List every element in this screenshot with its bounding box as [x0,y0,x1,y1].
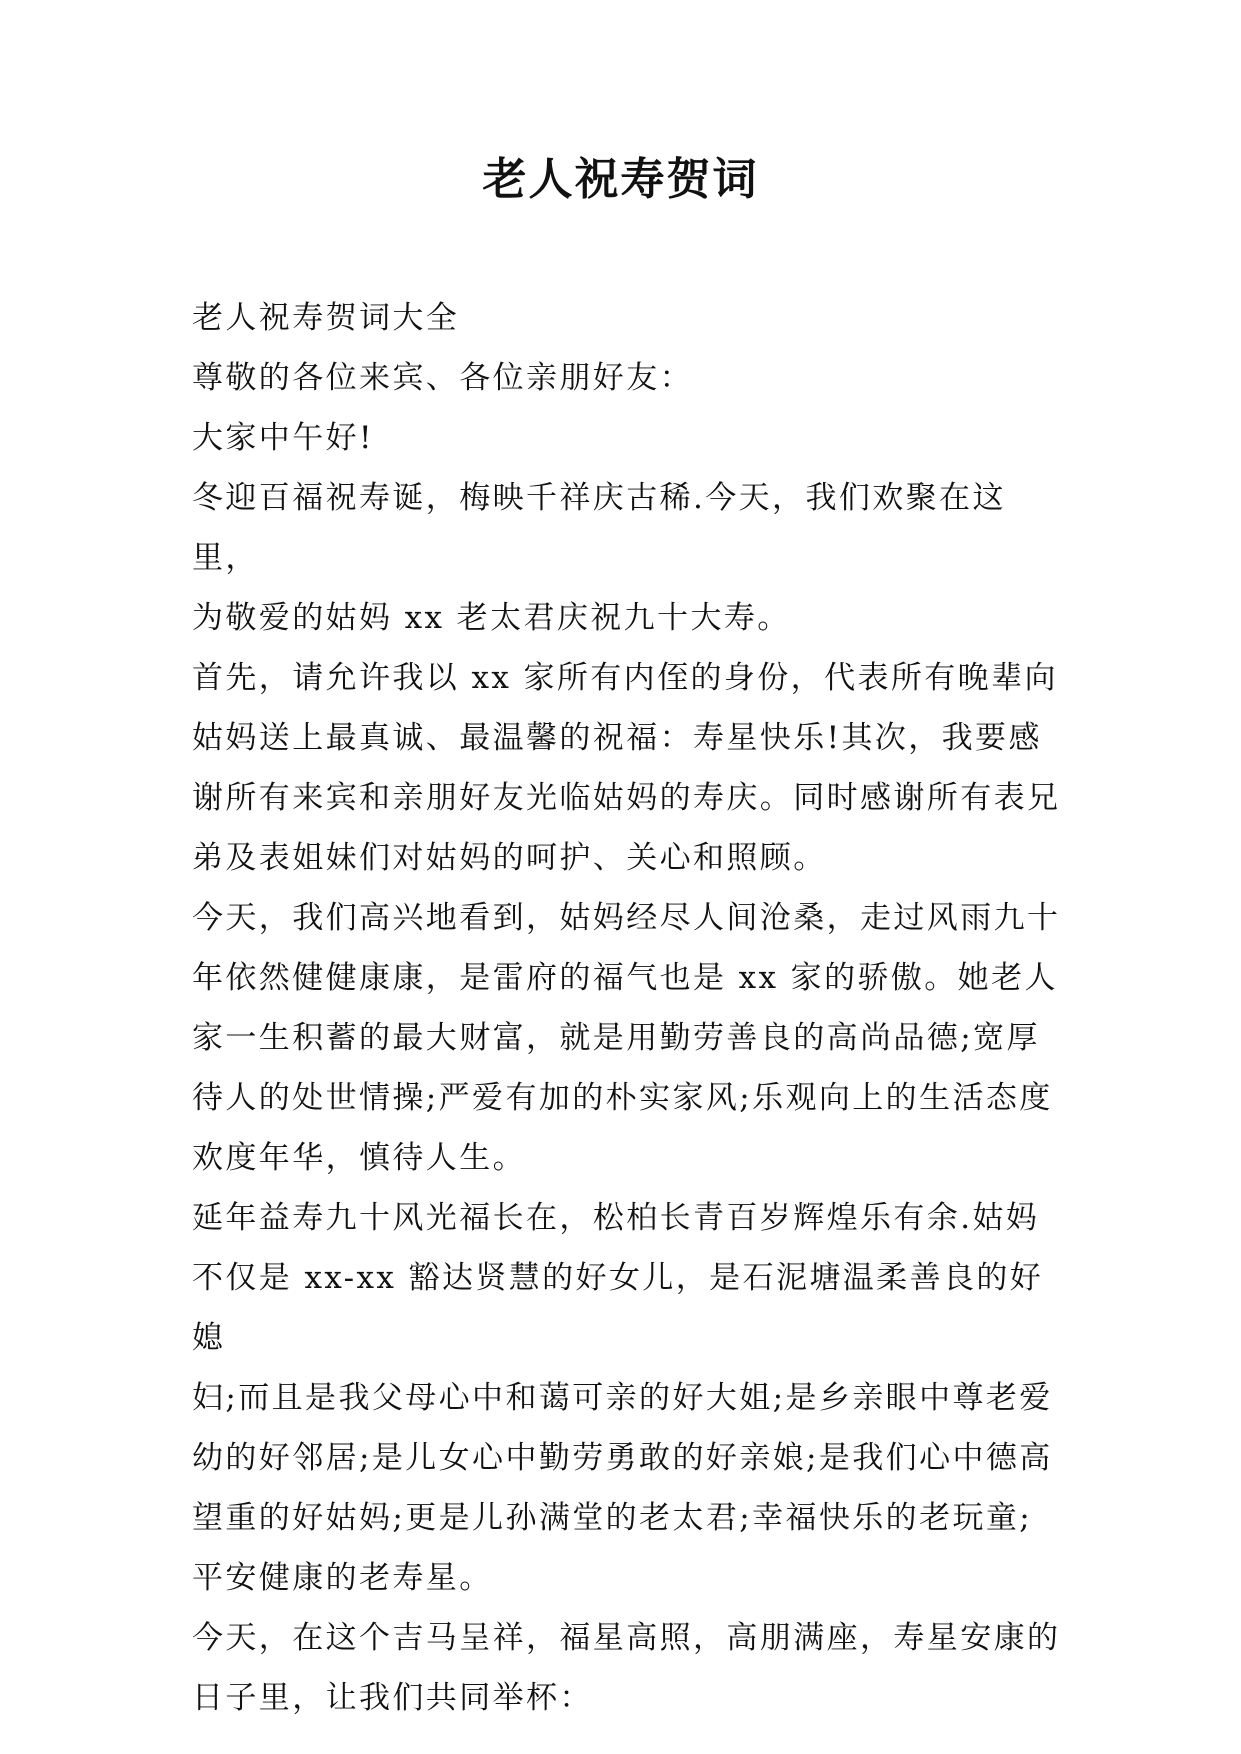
body-line: 年依然健健康康，是雷府的福气也是 xx 家的骄傲。她老人 [192,960,1058,996]
body-line: 欢度年华，慎待人生。 [192,1140,526,1176]
body-line: 尊敬的各位来宾、各位亲朋好友： [192,360,693,396]
document-title: 老人祝寿贺词 [482,154,759,205]
body-line: 大家中午好! [192,420,374,456]
body-line: 家一生积蓄的最大财富，就是用勤劳善良的高尚品德;宽厚 [192,1020,1040,1056]
body-line: 妇;而且是我父母心中和蔼可亲的好大姐;是乡亲眼中尊老爱 [192,1380,1053,1416]
body-line: 首先，请允许我以 xx 家所有内侄的身份，代表所有晚辈向 [192,660,1058,696]
body-line: 不仅是 xx-xx 豁达贤慧的好女儿，是石泥塘温柔善良的好媳 [192,1260,1044,1356]
body-line: 老人祝寿贺词大全 [192,300,460,336]
body-line: 延年益寿九十风光福长在，松柏长青百岁辉煌乐有余.姑妈 [192,1200,1040,1236]
body-line: 谢所有来宾和亲朋好友光临姑妈的寿庆。同时感谢所有表兄 [192,780,1061,816]
body-line: 冬迎百福祝寿诞，梅映千祥庆古稀.今天，我们欢聚在这里， [192,480,1006,576]
body-line: 弟及表姐妹们对姑妈的呵护、关心和照顾。 [192,840,827,876]
body-line: 平安健康的老寿星。 [192,1560,493,1596]
body-line: 姑妈送上最真诚、最温馨的祝福：寿星快乐!其次，我要感 [192,720,1042,756]
body-line: 幼的好邻居;是儿女心中勤劳勇敢的好亲娘;是我们心中德高 [192,1440,1053,1476]
body-line: 待人的处世情操;严爱有加的朴实家风;乐观向上的生活态度 [192,1080,1053,1116]
body-line: 为敬爱的姑妈 xx 老太君庆祝九十大寿。 [192,600,791,636]
body-line: 今天，在这个吉马呈祥，福星高照，高朋满座，寿星安康的 [192,1620,1061,1656]
body-line: 望重的好姑妈;更是儿孙满堂的老太君;幸福快乐的老玩童; [192,1500,1033,1536]
document-body [192,288,1072,1728]
body-line: 今天，我们高兴地看到，姑妈经尽人间沧桑，走过风雨九十 [192,900,1061,936]
body-line: 日子里，让我们共同举杯： [192,1680,593,1716]
